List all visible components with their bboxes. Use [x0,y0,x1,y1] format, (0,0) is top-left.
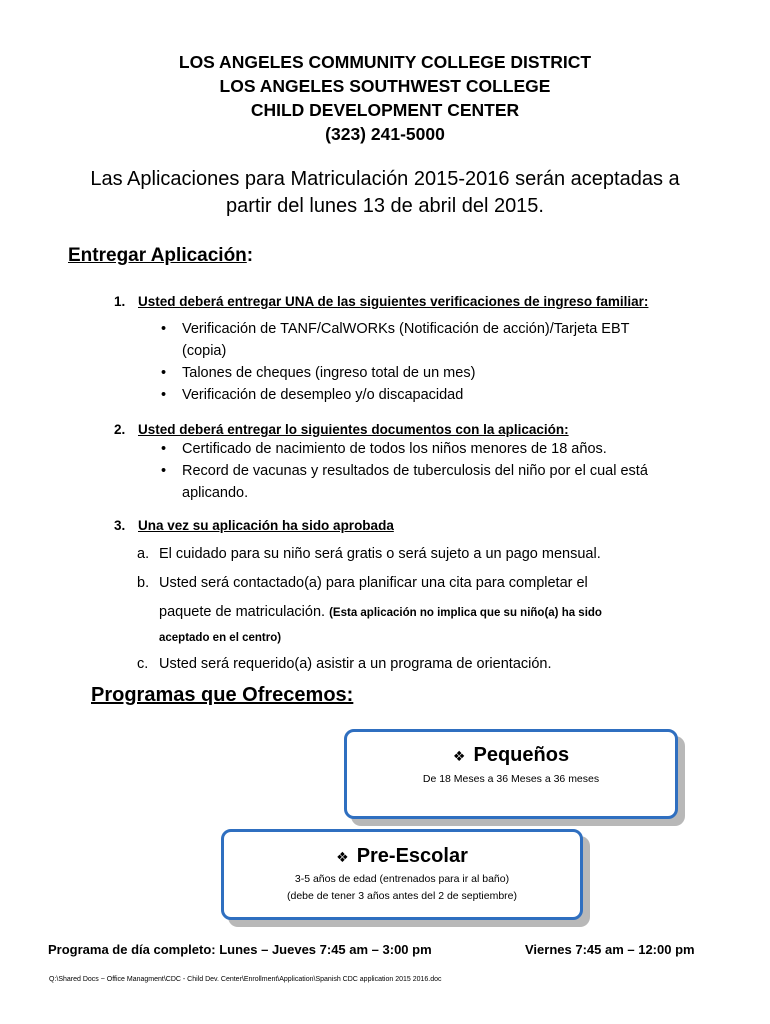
diamond-bullet-icon: ❖ [336,849,349,865]
bullet-icon: • [161,387,167,403]
bullet-text: Verificación de TANF/CalWORKs (Notificación de acción)/Tarjeta EBT [182,321,630,337]
list-item [161,461,648,482]
bullet-icon: • [161,365,167,381]
bullet-icon: • [161,321,167,337]
list-item [161,385,464,406]
program-age-range: De 18 Meses a 36 Meses a 36 meses [422,773,600,785]
sub-item-c-text: Usted será requerido(a) asistir a un programa de orientación. [159,656,552,672]
list-item [161,319,630,340]
item-heading-3: Una vez su aplicación ha sido aprobada [138,518,394,533]
program-box-toddlers [344,729,678,819]
bullet-icon: • [161,463,167,479]
item-number-3: 3. [114,518,126,533]
bullet-icon: • [161,441,167,457]
sub-item-b-text-1: Usted será contactado(a) para planificar una cita para completar el [159,575,588,591]
sub-item-b-text-2: paquete de matriculación. [159,604,326,620]
friday-hours: Viernes 7:45 am – 12:00 pm [525,942,695,957]
program-box-preschool [221,829,583,920]
announcement-line-1: Las Aplicaciones para Matriculación 2015-2016 serán aceptadas a [90,168,680,190]
bullet-text: aplicando. [182,485,249,501]
bullet-text: Verificación de desempleo y/o discapacidad [182,387,464,403]
district-name: LOS ANGELES COMMUNITY COLLEGE DISTRICT [178,52,592,72]
bullet-text: (copia) [182,343,227,359]
sub-item-b-note-1: (Esta aplicación no implica que su niño(a) ha sido [329,607,602,619]
program-title-toddlers [347,744,675,767]
item-number-2: 2. [114,422,126,437]
section-title-colon: : [246,245,254,266]
sub-item-a-text: El cuidado para su niño será gratis o será sujeto a un pago mensual. [159,546,601,562]
program-age-deadline: (debe de tener 3 años antes del 2 de septiembre) [287,890,517,902]
full-day-hours: Programa de día completo: Lunes – Jueves 7:45 am – 3:00 pm [48,942,432,957]
item-number-1: 1. [114,294,126,309]
section-title-submit-text: Entregar Aplicación [68,245,247,266]
list-item [161,439,607,460]
program-title-text: Pre-Escolar [356,845,468,867]
list-item [182,341,226,362]
diamond-bullet-icon: ❖ [452,748,466,764]
sub-item-b-line-2 [159,604,602,620]
section-title-submit [68,245,253,267]
announcement-line-2: partir del lunes 13 de abril del 2015. [226,195,544,217]
phone-number: (323) 241-5000 [325,124,445,144]
program-title-text: Pequeños [473,744,570,766]
list-item [161,363,476,384]
bullet-text: Talones de cheques (ingreso total de un mes) [182,365,476,381]
document-header [0,50,770,146]
program-title-preschool [224,845,580,868]
bullet-text: Certificado de nacimiento de todos los niños menores de 18 años. [182,441,607,457]
section-title-programs: Programas que Ofrecemos: [91,684,354,706]
list-item [182,483,248,504]
file-path-footer: Q:\Shared Docs ~ Office Managment\CDC - Child Dev. Center\Enrollment\Application\Spanish CDC application 2015 2016.doc [49,976,442,983]
sub-item-c-label: c. [137,656,149,672]
sub-item-a-label: a. [137,546,150,562]
center-name: CHILD DEVELOPMENT CENTER [250,100,520,120]
program-age-requirement: 3-5 años de edad (entrenados para ir al baño) [294,873,510,885]
enrollment-announcement [50,166,720,220]
sub-item-b-note-2: aceptado en el centro) [159,632,282,644]
item-heading-1: Usted deberá entregar UNA de las siguientes verificaciones de ingreso familiar: [138,294,649,309]
item-heading-2: Usted deberá entregar lo siguientes documentos con la aplicación: [138,422,569,437]
sub-item-b-label: b. [137,575,150,591]
college-name: LOS ANGELES SOUTHWEST COLLEGE [219,76,551,96]
bullet-text: Record de vacunas y resultados de tuberculosis del niño por el cual está [182,463,648,479]
